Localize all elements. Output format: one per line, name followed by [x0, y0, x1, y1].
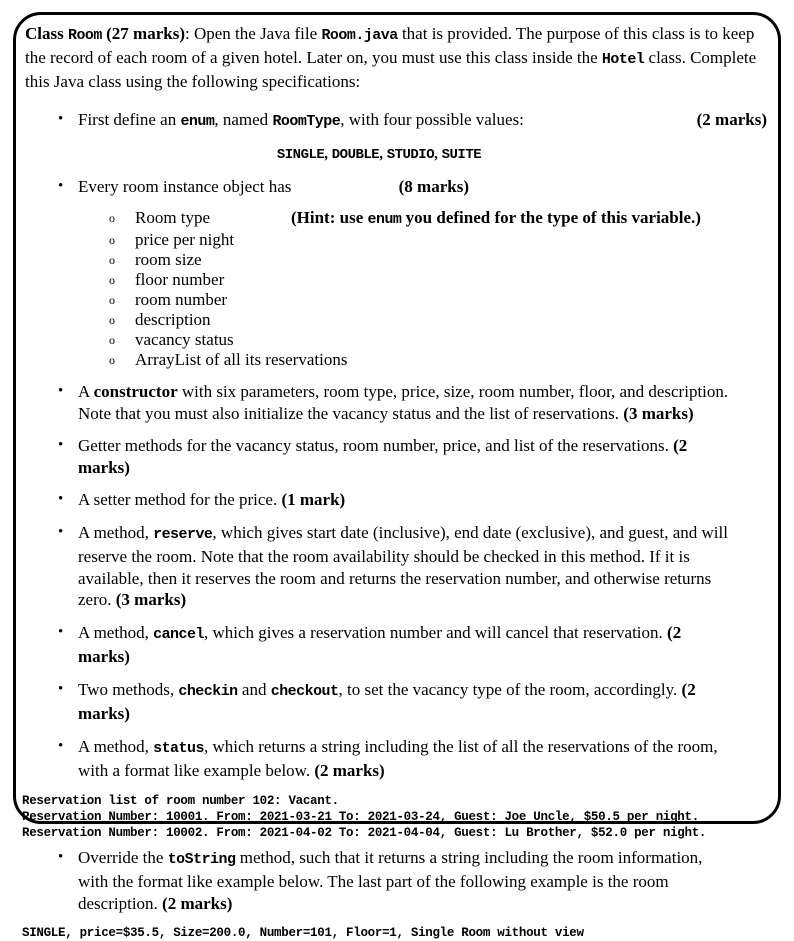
- code-line: SINGLE, price=$35.5, Size=200.0, Number=101, Floor=1, Single Room without view: [22, 926, 584, 940]
- field-label: Room type: [135, 208, 211, 227]
- field-label: vacancy status: [135, 330, 234, 349]
- text-run: (2 marks): [78, 622, 682, 666]
- field-label: room number: [135, 290, 228, 309]
- circle-bullet-icon: o: [109, 313, 115, 327]
- bullet-checkin-checkout: [25, 679, 769, 725]
- circle-bullet-icon: o: [109, 333, 115, 347]
- code-line: Reservation list of room number 102: Vacant.: [22, 793, 339, 808]
- bullet-icon: •: [58, 491, 64, 507]
- bullet-cancel: [25, 622, 769, 668]
- bullet-icon: •: [58, 680, 64, 697]
- status-output-example: [22, 793, 769, 841]
- text-run: method, such that it returns a string including the room information, with the format like example below. The last part of the following example is the room description.: [78, 847, 703, 913]
- text-run: (2 marks): [314, 761, 385, 780]
- field-item-price: [109, 230, 769, 250]
- bullet-enum-definition-text: [78, 109, 769, 134]
- field-item-vacancy: [109, 330, 769, 350]
- text-run: (3 marks): [623, 403, 694, 423]
- text-run: status: [153, 740, 204, 757]
- bullet-enum-definition: [25, 109, 769, 134]
- text-run: , named: [214, 110, 273, 129]
- marks-label-instance: (8 marks): [398, 176, 469, 196]
- text-run: (2 marks): [162, 893, 233, 913]
- text-run: : Open the Java file: [185, 24, 322, 43]
- bullet-status-text: [78, 736, 769, 782]
- text-run: RoomType: [272, 114, 341, 130]
- text-run: A method,: [78, 736, 154, 756]
- text-run: A method,: [78, 522, 154, 542]
- text-run: First define an: [78, 110, 181, 129]
- tostring-output-example: [22, 925, 769, 941]
- text-run: checkin: [178, 683, 238, 700]
- text-run: cancel: [153, 626, 204, 643]
- text-run: (3 marks): [115, 590, 187, 609]
- bullet-icon: •: [58, 111, 64, 127]
- text-run: (Hint: use: [291, 208, 368, 227]
- text-run: , which gives start date (inclusive), end date (exclusive), and guest, and will reserve the room. Note that the room availability should be checked in this method. If it is available, then it reserves the room and returns the reservation number, and otherwise returns zero.: [78, 522, 728, 609]
- text-run: SUITE: [441, 146, 482, 163]
- text-run: you defined for the type of this variable.): [401, 208, 701, 227]
- text-run: reserve: [153, 526, 213, 543]
- text-run: STUDIO: [386, 146, 435, 163]
- field-label: ArrayList of all its reservations: [135, 350, 348, 369]
- bullet-icon: •: [58, 523, 64, 540]
- text-run: with six parameters, room type, price, size, room number, floor, and description. Note that you must also initialize the vacancy status and the list of reservations.: [78, 382, 729, 423]
- circle-bullet-icon: o: [109, 211, 115, 225]
- text-run: , which gives a reservation number and will cancel that reservation.: [203, 622, 668, 642]
- field-label: price per night: [135, 230, 235, 249]
- text-run: that is provided. The purpose of this class is to keep the record of each room of a given hotel. Later on, you must use this class inside the: [25, 24, 755, 67]
- bullet-constructor-text: [78, 381, 769, 424]
- bullet-setter: [25, 489, 769, 511]
- field-item-reservations: [109, 350, 769, 370]
- field-item-room-number: [109, 290, 769, 310]
- bullet-checkin-checkout-text: [78, 679, 769, 725]
- text-run: Override the: [78, 847, 168, 867]
- text-run: A: [78, 382, 94, 401]
- text-run: A method,: [78, 622, 154, 642]
- text-run: ,: [379, 145, 387, 162]
- field-item-floor: [109, 270, 769, 290]
- text-run: checkout: [270, 683, 339, 700]
- bullet-icon: •: [58, 383, 64, 399]
- text-run: Room.java: [321, 28, 398, 44]
- text-run: Two methods,: [78, 679, 179, 699]
- field-item-size: [109, 250, 769, 270]
- bullet-icon: •: [58, 737, 64, 754]
- code-line: Reservation Number: 10001. From: 2021-03-21 To: 2021-03-24, Guest: Joe Uncle, $50.5 per night.: [22, 809, 699, 824]
- text-run: Room: [67, 28, 102, 44]
- text-run: , to set the vacancy type of the room, accordingly.: [338, 679, 682, 699]
- bullet-instance-fields: [25, 176, 769, 198]
- text-run: (1 mark): [281, 490, 346, 509]
- code-line: Reservation Number: 10002. From: 2021-04-02 To: 2021-04-04, Guest: Lu Brother, $52.0 per night.: [22, 825, 707, 840]
- text-run: (27 marks): [101, 24, 185, 43]
- field-label: floor number: [135, 270, 225, 289]
- bullet-instance-fields-text: [78, 176, 769, 198]
- text-run: (2 marks): [78, 679, 696, 723]
- field-label: description: [135, 310, 211, 329]
- circle-bullet-icon: o: [109, 293, 115, 307]
- text-run: enum: [180, 114, 215, 130]
- bullet-icon: •: [58, 848, 64, 865]
- document-page: [13, 12, 781, 940]
- bullet-status: [25, 736, 769, 782]
- text-run: and: [237, 679, 271, 699]
- instance-fields-label: Every room instance object has: [78, 176, 292, 196]
- bullet-tostring: [25, 847, 769, 915]
- enum-values-line: [25, 145, 733, 164]
- bullet-icon: •: [58, 177, 64, 194]
- field-item-room-type: [109, 208, 769, 230]
- text-run: Class: [25, 24, 68, 43]
- marks-label-enum: (2 marks): [696, 110, 767, 129]
- bullet-tostring-text: [78, 847, 769, 915]
- field-list: [25, 208, 769, 370]
- bullet-reserve-text: [78, 522, 769, 611]
- bullet-getters-text: [78, 435, 769, 478]
- circle-bullet-icon: o: [109, 273, 115, 287]
- text-run: Getter methods for the vacancy status, room number, price, and list of the reservations.: [78, 436, 674, 455]
- text-run: , with four possible values:: [340, 110, 524, 129]
- text-run: DOUBLE: [331, 146, 380, 163]
- text-run: SINGLE: [276, 146, 325, 163]
- text-run: (2 marks): [78, 436, 688, 477]
- circle-bullet-icon: o: [109, 233, 115, 247]
- field-hint: [291, 208, 701, 230]
- text-run: class. Complete this Java class using the following specifications:: [25, 48, 757, 91]
- text-run: , which returns a string including the list of all the reservations of the room, with a format like example below.: [78, 736, 718, 780]
- bullet-enum-definition-runs: [78, 110, 524, 129]
- text-run: ,: [324, 145, 332, 162]
- bullet-setter-text: [78, 489, 769, 511]
- bullet-cancel-text: [78, 622, 769, 668]
- bullet-icon: •: [58, 437, 64, 453]
- bullet-constructor: [25, 381, 769, 424]
- text-run: ,: [434, 145, 442, 162]
- bullet-reserve: [25, 522, 769, 611]
- bullet-getters: [25, 435, 769, 478]
- text-run: A setter method for the price.: [78, 490, 282, 509]
- circle-bullet-icon: o: [109, 353, 115, 367]
- field-label: room size: [135, 250, 202, 269]
- text-run: Hotel: [601, 52, 645, 68]
- field-item-description: [109, 310, 769, 330]
- text-run: toString: [167, 851, 236, 868]
- text-run: constructor: [93, 382, 178, 401]
- circle-bullet-icon: o: [109, 253, 115, 267]
- bullet-icon: •: [58, 623, 64, 640]
- intro-paragraph: [25, 23, 769, 93]
- text-run: enum: [367, 212, 402, 228]
